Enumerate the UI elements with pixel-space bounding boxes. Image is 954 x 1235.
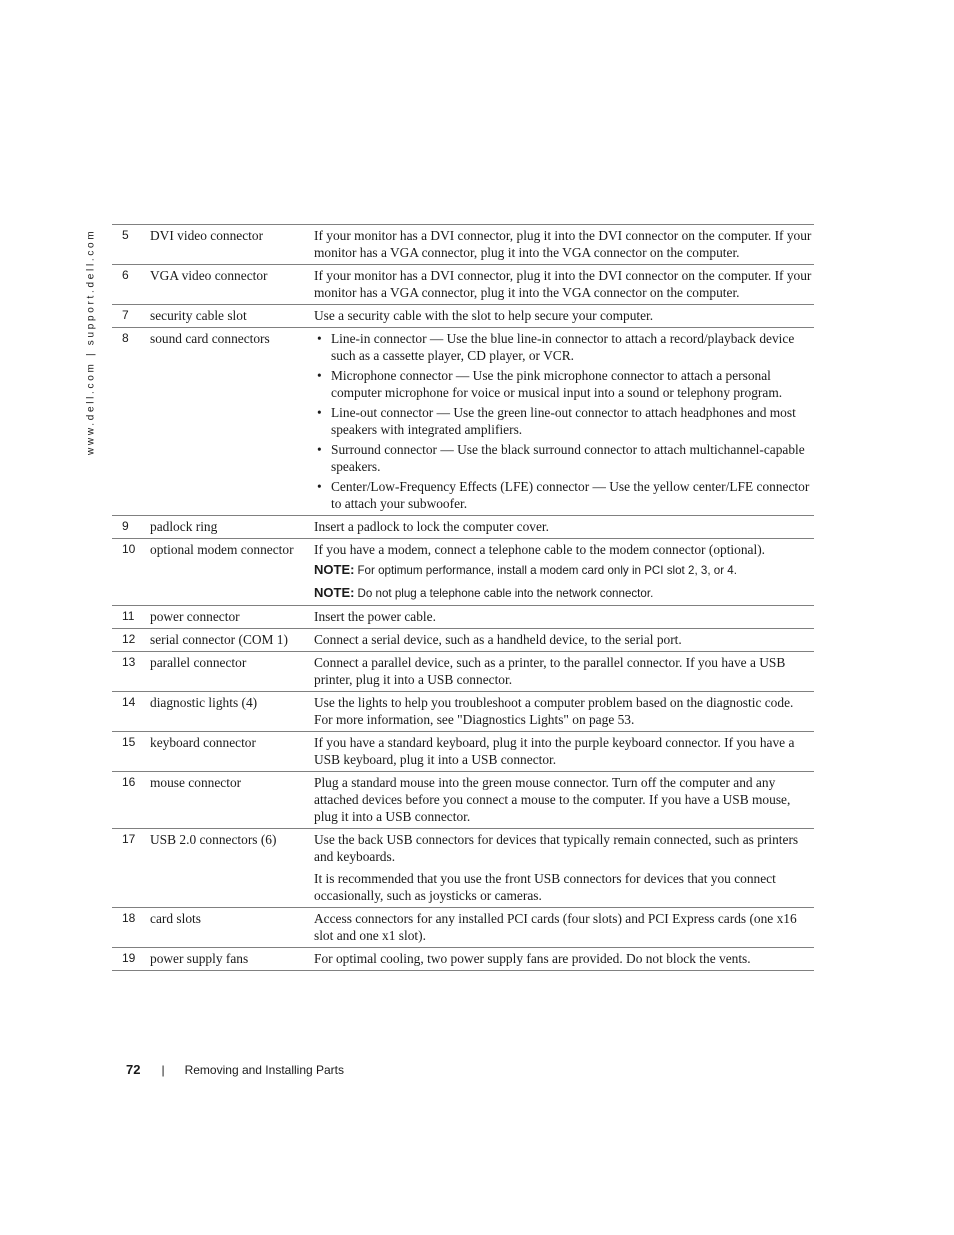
bullet-text: Line-out connector — Use the green line-out connector to attach headphones and most speakers with integrated amplifiers. xyxy=(331,405,796,437)
description-paragraph: If your monitor has a DVI connector, plug it into the DVI connector on the computer. If your monitor has a VGA connector, plug it into the VGA connector on the computer. xyxy=(314,268,812,300)
bullet-item xyxy=(314,478,814,512)
description-paragraph: Insert the power cable. xyxy=(314,609,436,624)
item-description xyxy=(314,692,814,732)
item-name: sound card connectors xyxy=(150,331,270,346)
description-paragraph: If you have a modem, connect a telephone cable to the modem connector (optional). xyxy=(314,542,766,557)
item-description xyxy=(314,732,814,772)
footer-section-title: Removing and Installing Parts xyxy=(184,1062,345,1077)
table-row xyxy=(112,948,814,971)
bullet-icon: • xyxy=(317,442,322,457)
connector-table xyxy=(112,224,814,971)
bullet-text: Surround connector — Use the black surround connector to attach multichannel-capable speakers. xyxy=(331,442,805,474)
item-number: 5 xyxy=(122,228,129,242)
note-text: For optimum performance, install a modem card only in PCI slot 2, 3, or 4. xyxy=(357,564,737,577)
description-paragraph: If your monitor has a DVI connector, plug it into the DVI connector on the computer. If your monitor has a VGA connector, plug it into the VGA connector on the computer. xyxy=(314,228,812,260)
table-row xyxy=(112,829,814,908)
item-number: 8 xyxy=(122,331,129,345)
item-name: DVI video connector xyxy=(150,228,264,243)
bullet-item xyxy=(314,367,814,401)
item-description xyxy=(314,652,814,692)
table-row xyxy=(112,516,814,539)
description-paragraph: Use a security cable with the slot to help secure your computer. xyxy=(314,308,654,323)
description-paragraph: Connect a serial device, such as a handheld device, to the serial port. xyxy=(314,632,682,647)
item-number: 15 xyxy=(122,735,136,749)
table-row xyxy=(112,225,814,265)
item-name: USB 2.0 connectors (6) xyxy=(150,832,277,847)
description-paragraph: Use the lights to help you troubleshoot a computer problem based on the diagnostic code. For more information, see "Diagnostics Lights" on page 53. xyxy=(314,695,794,727)
item-name: card slots xyxy=(150,911,201,926)
bullet-icon: • xyxy=(317,368,322,383)
item-number: 17 xyxy=(122,832,136,846)
item-number: 10 xyxy=(122,542,136,556)
note-text: Do not plug a telephone cable into the network connector. xyxy=(357,587,654,600)
description-paragraph: Use the back USB connectors for devices that typically remain connected, such as printers and keyboards. xyxy=(314,832,799,864)
description-paragraph: If you have a standard keyboard, plug it into the purple keyboard connector. If you have a USB keyboard, plug it into a USB connector. xyxy=(314,735,795,767)
page-number: 72 xyxy=(126,1062,141,1077)
item-name: VGA video connector xyxy=(150,268,268,283)
table-row xyxy=(112,732,814,772)
table-row xyxy=(112,265,814,305)
item-description xyxy=(314,948,814,971)
table-row xyxy=(112,629,814,652)
description-paragraph: For optimal cooling, two power supply fans are provided. Do not block the vents. xyxy=(314,951,751,966)
table-row xyxy=(112,328,814,516)
description-paragraph: Plug a standard mouse into the green mouse connector. Turn off the computer and any attached devices before you connect a mouse to the computer. If you have a USB mouse, plug it into a USB connector. xyxy=(314,775,791,824)
description-paragraph: Access connectors for any installed PCI cards (four slots) and PCI Express cards (one x16 slot and one x1 slot). xyxy=(314,911,797,943)
item-name: mouse connector xyxy=(150,775,242,790)
item-number: 12 xyxy=(122,632,136,646)
item-number: 9 xyxy=(122,519,129,533)
bullet-text: Line-in connector — Use the blue line-in connector to attach a record/playback device such as a cassette player, CD player, or VCR. xyxy=(331,331,795,363)
bullet-list xyxy=(314,330,814,512)
table-row xyxy=(112,908,814,948)
item-description xyxy=(314,516,814,539)
table-row xyxy=(112,772,814,829)
item-description xyxy=(314,265,814,305)
item-name: parallel connector xyxy=(150,655,247,670)
description-paragraph: Connect a parallel device, such as a printer, to the parallel connector. If you have a USB printer, plug it into a USB connector. xyxy=(314,655,786,687)
item-description xyxy=(314,539,814,606)
item-name: padlock ring xyxy=(150,519,218,534)
bullet-icon: • xyxy=(317,479,322,494)
item-description xyxy=(314,908,814,948)
item-name: power supply fans xyxy=(150,951,249,966)
connector-table-body xyxy=(112,225,814,971)
item-name: keyboard connector xyxy=(150,735,256,750)
item-description xyxy=(314,225,814,265)
bullet-icon: • xyxy=(317,405,322,420)
item-description xyxy=(314,772,814,829)
bullet-item xyxy=(314,441,814,475)
bullet-item xyxy=(314,404,814,438)
description-paragraph: Insert a padlock to lock the computer cover. xyxy=(314,519,549,534)
item-name: power connector xyxy=(150,609,240,624)
item-name: diagnostic lights (4) xyxy=(150,695,258,710)
note-label: NOTE: xyxy=(314,585,355,600)
item-description xyxy=(314,829,814,908)
note-label: NOTE: xyxy=(314,562,355,577)
note xyxy=(314,585,814,602)
bullet-icon: • xyxy=(317,331,322,346)
item-number: 13 xyxy=(122,655,136,669)
item-number: 7 xyxy=(122,308,129,322)
item-number: 11 xyxy=(122,609,135,623)
table-row xyxy=(112,652,814,692)
item-number: 18 xyxy=(122,911,136,925)
bullet-text: Microphone connector — Use the pink microphone connector to attach a personal computer microphone for voice or musical input into a sound or telephony program. xyxy=(331,368,783,400)
item-name: security cable slot xyxy=(150,308,247,323)
item-description xyxy=(314,629,814,652)
item-description xyxy=(314,328,814,516)
side-url-text: www.dell.com | support.dell.com xyxy=(85,228,97,456)
item-description xyxy=(314,606,814,629)
bullet-text: Center/Low-Frequency Effects (LFE) connector — Use the yellow center/LFE connector to attach your subwoofer. xyxy=(331,479,810,511)
table-row xyxy=(112,606,814,629)
item-number: 6 xyxy=(122,268,129,282)
item-description xyxy=(314,305,814,328)
item-name: serial connector (COM 1) xyxy=(150,632,288,647)
page-footer xyxy=(126,1062,344,1077)
item-name: optional modem connector xyxy=(150,542,294,557)
note xyxy=(314,562,814,579)
table-row xyxy=(112,539,814,606)
item-number: 16 xyxy=(122,775,136,789)
item-number: 14 xyxy=(122,695,136,709)
footer-separator: | xyxy=(161,1062,165,1077)
bullet-item xyxy=(314,330,814,364)
item-number: 19 xyxy=(122,951,136,965)
description-paragraph: It is recommended that you use the front USB connectors for devices that you connect occasionally, such as joysticks or cameras. xyxy=(314,871,776,903)
table-row xyxy=(112,692,814,732)
table-row xyxy=(112,305,814,328)
